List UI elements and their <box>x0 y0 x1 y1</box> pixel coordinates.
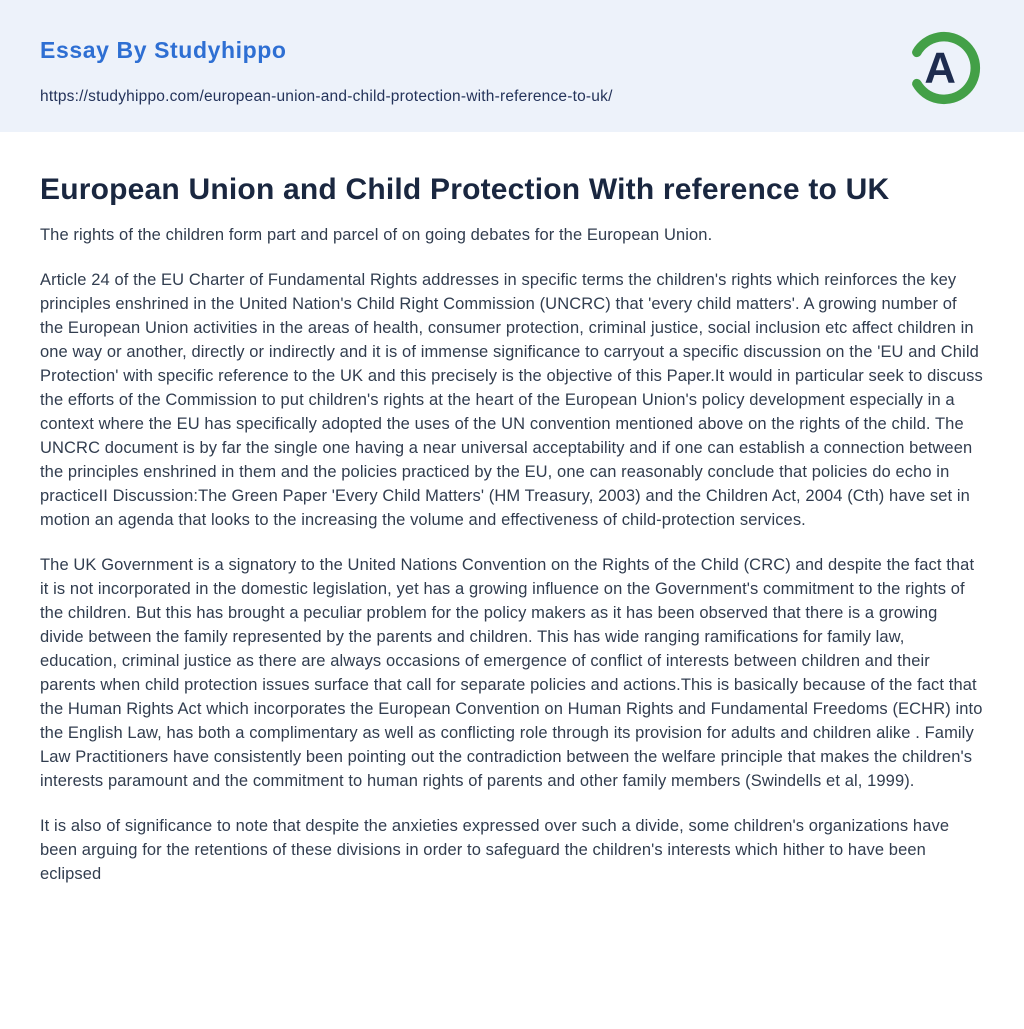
studyhippo-logo-icon[interactable] <box>906 30 982 106</box>
essay-content <box>0 132 1024 947</box>
logo-letter: A <box>924 43 956 93</box>
header-text-block <box>40 31 613 106</box>
site-title-link[interactable]: Essay By Studyhippo <box>40 36 287 63</box>
page-url-link[interactable]: https://studyhippo.com/european-union-and-child-protection-with-reference-to-uk/ <box>40 87 613 105</box>
essay-paragraph-1: The rights of the children form part and parcel of on going debates for the European Union. <box>40 226 713 244</box>
essay-paragraph-2: Article 24 of the EU Charter of Fundamental Rights addresses in specific terms the children's rights which reinforces the key principles enshrined in the United Nation's Child Right Commission (UNCRC) that 'every child matters'. A growing number of the European Union activities in the areas of health, consumer protection, criminal justice, social inclusion etc affect children in one way or another, directly or indirectly and it is of immense significance to carryout a specific discussion on the 'EU and Child Protection' with specific reference to the UK and this precisely is the objective of this Paper.It would in particular seek to discuss the efforts of the Commission to put children's rights at the heart of the European Union's policy development especially in a context where the EU has specifically adopted the uses of the UN convention mentioned above on the rights of the child. The UNCRC document is by far the single one having a near universal acceptability and if one can establish a connection between the principles enshrined in them and the policies practiced by the EU, one can reasonably conclude that policies do echo in practiceII Discussion:The Green Paper 'Every Child Matters' (HM Treasury, 2003) and the Children Act, 2004 (Cth) have set in motion an agenda that looks to the increasing the volume and effectiveness of child-protection services. <box>40 271 983 529</box>
essay-title: European Union and Child Protection With reference to UK <box>40 173 890 206</box>
essay-paragraph-3: The UK Government is a signatory to the United Nations Convention on the Rights of the Child (CRC) and despite the fact that it is not incorporated in the domestic legislation, yet has a growing influence on the Government's commitment to the rights of the children. But this has brought a peculiar problem for the policy makers as it has been observed that there is a growing divide between the family represented by the parents and children. This has wide ranging ramifications for family law, education, criminal justice as there are always occasions of emergence of conflict of interests between children and their parents when child protection issues surface that call for separate policies and actions.This is basically because of the fact that the Human Rights Act which incorporates the European Convention on Human Rights and Fundamental Freedoms (ECHR) into the English Law, has both a complimentary as well as conflicting role through its provision for adults and children alike . Family Law Practitioners have consistently been pointing out the contradiction between the welfare principle that makes the children's interests paramount and the commitment to human rights of parents and other family members (Swindells et al, 1999). <box>40 556 983 790</box>
site-header <box>0 0 1024 132</box>
essay-paragraph-4: It is also of significance to note that despite the anxieties expressed over such a divide, some children's organizations have been arguing for the retentions of these divisions in order to safeguard the children's interests which hither to have been eclipsed <box>40 817 950 883</box>
